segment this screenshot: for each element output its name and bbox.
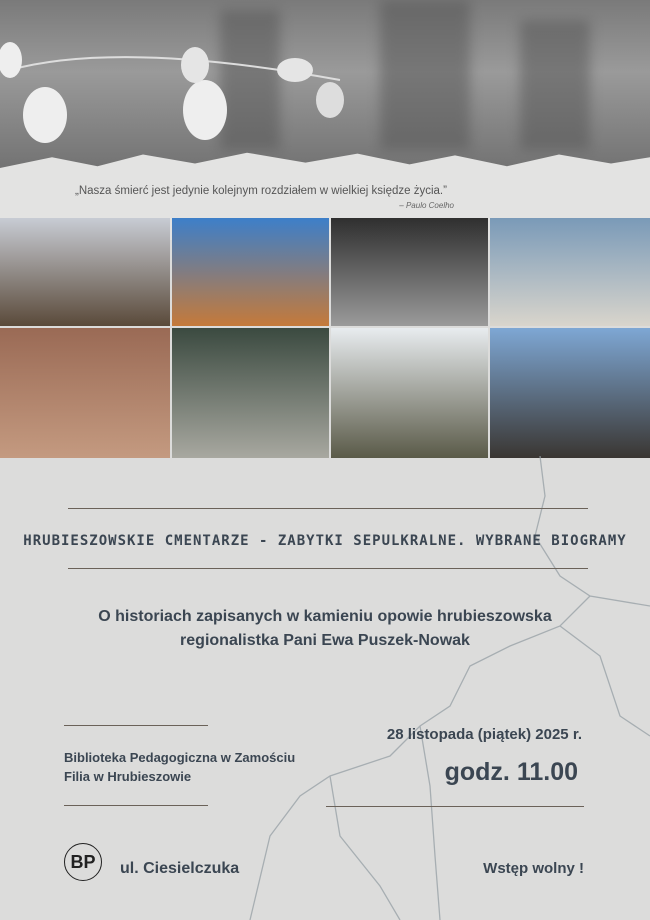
event-description xyxy=(0,605,650,653)
divider-right xyxy=(326,806,584,807)
quote-text: „Nasza śmierć jest jedynie kolejnym rozdziałem w wielkiej księdze życia.” xyxy=(75,185,447,197)
divider-left-top xyxy=(64,725,208,726)
divider-left-bottom xyxy=(64,805,208,806)
library-name xyxy=(64,748,295,786)
photo-grid xyxy=(0,218,650,456)
military-graves-photo xyxy=(490,218,650,326)
description-line-1: O historiach zapisanych w kamieniu opowie hrubieszowska xyxy=(98,608,552,625)
white-cross-photo xyxy=(172,218,329,326)
street-address: ul. Ciesielczuka xyxy=(120,860,240,877)
event-title: HRUBIESZOWSKIE CMENTARZE - ZABYTKI SEPULKRALNE. WYBRANE BIOGRAMY xyxy=(23,533,627,549)
entry-info: Wstęp wolny ! xyxy=(483,860,584,877)
library-line-1: Biblioteka Pedagogiczna w Zamościu xyxy=(64,750,296,765)
memorial-plaque-photo xyxy=(331,218,488,326)
library-logo xyxy=(64,843,102,881)
event-date: 28 listopada (piątek) 2025 r. xyxy=(386,726,582,743)
cemetery-cross-photo xyxy=(0,218,170,326)
event-time: godz. 11.00 xyxy=(444,758,578,786)
birch-leaves-icon xyxy=(0,20,360,170)
crucifix-statue-photo xyxy=(490,328,650,458)
divider-title xyxy=(68,568,588,569)
granite-tombstone-photo xyxy=(0,328,170,458)
description-line-2: regionalistka Pani Ewa Puszek-Nowak xyxy=(180,632,470,649)
logo-letters: BP xyxy=(70,851,96,872)
quote-author: – Paulo Coelho xyxy=(399,201,454,210)
obelisk-tomb-photo xyxy=(331,328,488,458)
blue-plaque-tomb-photo xyxy=(172,328,329,458)
header-photo-gravestones xyxy=(0,0,650,180)
divider-top xyxy=(68,508,588,509)
library-line-2: Filia w Hrubieszowie xyxy=(64,769,192,784)
